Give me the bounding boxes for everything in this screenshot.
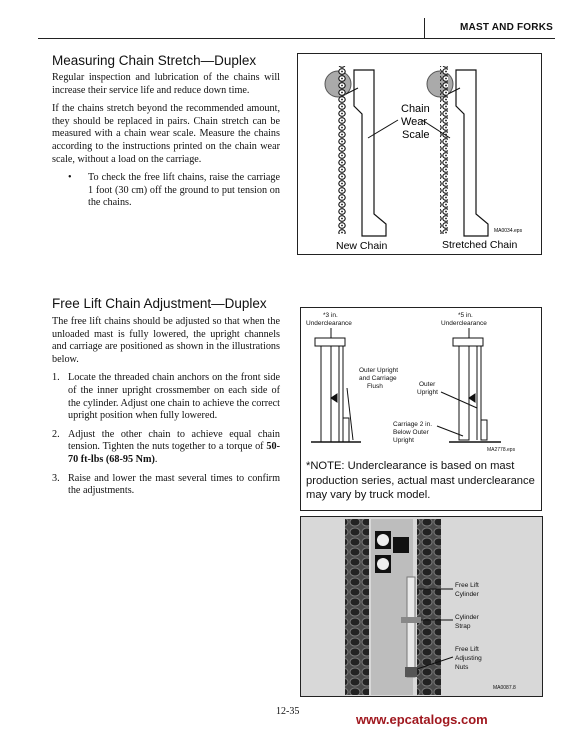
section1-paragraph-2: If the chains stretch beyond the recommended amount, they should be replaced in pairs. Chain stretch can be measured with a chain wear scale. Measure the chains according to the instructions printed on the chain wear scale, without a load on the carriage.: [52, 103, 280, 165]
cylinder-strap-line-1: Cylinder: [455, 614, 479, 621]
step-2: [52, 429, 280, 467]
left-underclearance-line-1: *3 in.: [323, 312, 338, 319]
left-mast-channel: [321, 346, 331, 442]
underclearance-illustration: [301, 308, 541, 458]
torque-value: 50-70 ft-lbs (68-95 Nm): [68, 441, 280, 465]
header-title: MAST AND FORKS: [460, 22, 553, 33]
step-text-after: .: [154, 453, 158, 465]
outer-carriage-line-2: and Carriage: [359, 375, 397, 382]
section1-body: [52, 72, 280, 210]
step-number: 2.: [52, 428, 60, 440]
photo-cylinder: [407, 577, 415, 677]
adjustment-steps: [52, 372, 280, 497]
chain-label-line-1: Chain: [401, 103, 430, 115]
photo-adjusting-nuts: [405, 667, 417, 677]
figure1-code: MA0034.eps: [494, 228, 523, 234]
right-mast-channel: [459, 346, 469, 440]
section1-heading: Measuring Chain Stretch—Duplex: [52, 53, 257, 68]
cylinder-strap-line-2: Strap: [455, 623, 471, 630]
photo-cylinder-strap: [401, 617, 421, 623]
outer-carriage-line-1: Outer Upright: [359, 367, 399, 374]
carriage-below-line-3: Upright: [393, 437, 414, 444]
step-3: [52, 473, 280, 498]
free-lift-photo: [301, 517, 542, 696]
step-number: 1.: [52, 372, 60, 384]
step-text: Raise and lower the mast several times to confirm the adjustments.: [68, 472, 280, 497]
free-lift-cylinder-line-2: Cylinder: [455, 591, 479, 598]
bullet-mark: •: [68, 172, 72, 184]
outer-upright-line-1: Outer: [419, 381, 436, 388]
watermark: www.epcatalogs.com: [356, 712, 488, 727]
chain-wear-illustration: [298, 54, 541, 254]
adjusting-nuts-line-3: Nuts: [455, 664, 469, 671]
stretched-chain-label: Stretched Chain: [442, 239, 518, 251]
chain-label-line-3: Scale: [402, 129, 430, 141]
chain-label-line-2: Wear: [401, 116, 428, 128]
right-underclearance-line-1: *5 in.: [458, 312, 473, 319]
right-underclearance-line-2: Underclearance: [441, 320, 487, 327]
free-lift-cylinder-line-1: Free Lift: [455, 582, 479, 589]
stretched-chain-links: [440, 66, 448, 234]
photo-left-chain: [345, 519, 369, 695]
new-chain-label: New Chain: [336, 240, 388, 252]
left-mast-top: [315, 338, 345, 346]
figure-free-lift-photo: [300, 516, 543, 697]
section1-paragraph-1: Regular inspection and lubrication of the chains will increase their service life and reduce down time.: [52, 72, 280, 96]
header-divider-tick: [424, 18, 425, 38]
step-number: 3.: [52, 472, 60, 484]
left-mast-carriage: [343, 418, 349, 442]
page-number: 12-35: [276, 706, 300, 717]
new-chain-scale: [354, 70, 386, 236]
outer-upright-line-2: Upright: [417, 389, 438, 396]
figure2-code: MA2778.eps: [487, 447, 516, 453]
section1-bullet: [52, 172, 280, 210]
carriage-below-line-2: Below Outer: [393, 429, 429, 436]
carriage-below-line-1: Carriage 2 in.: [393, 421, 433, 428]
step-text: [68, 429, 280, 467]
step-text-before: Adjust the other chain to achieve equal chain tension. Tighten the nuts together to a torque of: [68, 428, 280, 453]
outer-carriage-line-3: Flush: [367, 383, 383, 390]
figure-chain-stretch: [297, 53, 542, 255]
right-mast-carriage: [481, 420, 487, 440]
section2-body: [52, 316, 280, 504]
section2-intro: The free lift chains should be adjusted so that when the unloaded mast is fully lowered, the upright channels and carriage are positioned as shown in the illustrations below.: [52, 316, 280, 365]
figure3-code: MA0087.8: [493, 685, 516, 691]
photo-decal-3: [393, 537, 409, 553]
adjusting-nuts-line-1: Free Lift: [455, 646, 479, 653]
stretched-chain-scale: [456, 70, 488, 236]
right-mast-top: [453, 338, 483, 346]
new-chain-links: [338, 66, 346, 234]
photo-right-chain: [417, 519, 441, 695]
left-underclearance-line-2: Underclearance: [306, 320, 352, 327]
section2-heading: Free Lift Chain Adjustment—Duplex: [52, 296, 267, 311]
bullet-text: To check the free lift chains, raise the carriage 1 foot (30 cm) off the ground to put tension on the chains.: [88, 172, 280, 209]
header-rule: [38, 38, 555, 39]
underclearance-note: *NOTE: Underclearance is based on mast production series, actual mast underclearance may vary by truck model.: [306, 460, 535, 501]
adjusting-nuts-line-2: Adjusting: [455, 655, 482, 662]
step-text: Locate the threaded chain anchors on the front side of the inner upright crossmember on each side of the cylinder. Adjust one chain to achieve the correct upright position when fully lowered.: [68, 372, 280, 422]
step-1: [52, 372, 280, 422]
